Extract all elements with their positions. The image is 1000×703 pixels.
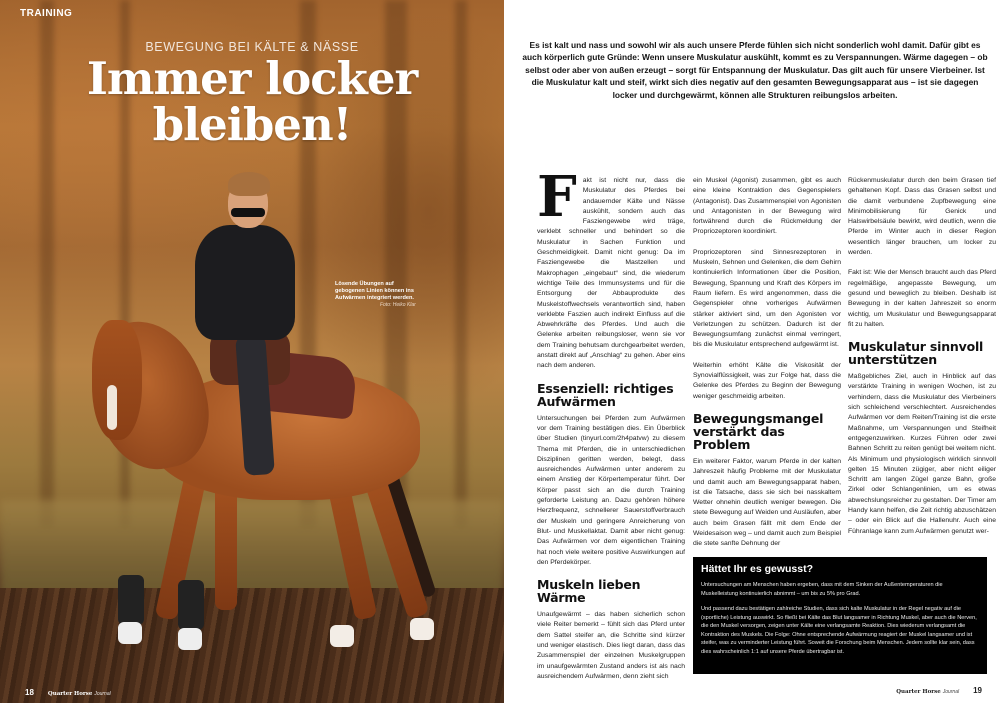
page-number: 18	[25, 688, 34, 697]
text-column-3	[848, 176, 996, 547]
article-intro: Es ist kalt und nass und sowohl wir als auch unsere Pferde fühlen sich nicht sonderlich wohl damit. Dafür gibt es auch körperlich gute Gründe: Wenn unsere Muskulatur auskühlt, kommt es zu Verspannungen. Wärme dagegen – ob selbst oder aber von außen erzeugt – sorgt für Entspannung der Muskulatur. Das gilt auch für unsere Vierbeiner. Ist die Muskulatur kalt und steif, wirkt sich dies negativ auf den gesamten Bewegungsapparat aus – ist sie dagegen locker und durchgewärmt, können alle Strukturen reibungslos arbeiten.	[522, 40, 988, 100]
subheading-aufwaermen: Essenziell: richtiges Aufwärmen	[537, 380, 674, 409]
info-box-title: Hättet Ihr es gewusst?	[701, 563, 814, 575]
body-paragraph: Fakt ist: Wie der Mensch braucht auch das Pferd regelmäßige, angepasste Bewegung, um gesund und beweglich zu bleiben. Deshalb ist Bewegung in der kalten Jahreszeit so enorm wichtig, um Muskulatur und Bewegungsapparat fit zu halten.	[848, 269, 996, 328]
body-paragraph: Maßgebliches Ziel, auch in Hinblick auf das verstärkte Training in wenigen Wochen, ist zu verhindern, dass die Muskulatur des Vierbeiners sich schleichend verschlechtert. Ausreichendes Aufwärmen vor dem Reiten/Training ist die erste Maßnahme, um Verspannungen und Steifheit entgegenzuwirken. Kurzes Führen oder zwei Bahnen Schritt zu reiten genügt bei weitem nicht. Als Minimum und physiologisch wirklich sinnvoll gelten 15 Minuten zügiger, aber nicht eiliger Schritt am langen Zügel ganze Bahn, große Zirkel oder Schlangenlinien, um es etwas abwechslungsreicher zu gestalten. Der Timer am Handy kann helfen, die Zeit richtig abzuschätzen – oder ein Blick auf die Hallenuhr. Auch eine Führanlage kann zum Aufwärmen genutzt wer-	[848, 373, 996, 535]
info-box-paragraph: Und passend dazu bestätigen zahlreiche Studien, dass sich kalte Muskulatur in der Regel negativ auf die (sportliche) Leistung auswirkt. So fließt bei Kälte das Blut langsamer in Richtung Muskel, aber auch die Nerven, die den Muskel versorgen, zeigen unter Kälte eine verlangsamte Reaktion. Dies wiederum verlangsamt die Kontraktion des Muskels. Die Folge: Ohne entsprechende Aufwärmung reagiert der Muskel langsamer und ist steifer, was zu verminderter Leistung führt. Soweit die Forschung beim Menschen. Jedem sollte klar sein, dass dies wahrscheinlich 1:1 auf unsere Pferde übertragbar ist.	[701, 606, 977, 655]
magazine-subtitle: Journal	[94, 691, 111, 697]
article-headline	[0, 52, 504, 151]
sunglasses	[231, 208, 265, 217]
body-paragraph: Rückenmuskulatur durch den beim Grasen tief gehaltenen Kopf. Dass das Grasen selbst und die damit verbundene Zupfbewegung eine Minimobilisierung für Genick und Halswirbelsäule bewirkt, wird deutlich, wenn die Pferde im Winter auch in dieser Region wesentlich länger brauchen, um locker zu werden.	[848, 177, 996, 257]
subheading-muskulatur-unterstuetzen: Muskulatur sinnvoll unterstützen	[848, 339, 984, 368]
body-paragraph: Propriozeptoren sind Sinnesrezeptoren in Muskeln, Sehnen und Gelenken, die dem Gehirn kontinuierlich Informationen über die Position, Bewegung, Spannung und Kraft des Körpers im Raum liefern. Es wird angenommen, dass die Gegenspieler ohne vorheriges Aufwärmen stärker aktiviert sind, um den Agonisten vor Verletzungen zu schützen. Dadurch ist der Bewegungsumfang zunächst einmal verringert, bis die Muskulatur entsprechend aufgewärmt ist.	[693, 248, 841, 349]
text-column-1	[537, 164, 685, 692]
body-paragraph: Ein weiterer Faktor, warum Pferde in der kalten Jahreszeit häufig Probleme mit der Muskulatur und damit auch am Bewegungsapparat haben, ist die Tatsache, dass sie sich bei nasskaltem Wetter ohnehin deutlich weniger bewegen. Die stete Bewegung auf Weiden und Ausläufen, aber auch beim Grasen fällt mit dem Ende der Weidesaison weg – und damit auch zum Beispiel die stete sanfte Dehnung der	[693, 457, 841, 548]
right-page-article	[504, 0, 1000, 703]
body-paragraph: Weiterhin erhöht Kälte die Viskosität der Synovialflüssigkeit, was zur Folge hat, dass die Gelenke des Pferdes zu Beginn der Bewegung weniger geschmeidig arbeiten.	[693, 361, 841, 400]
info-box-paragraph: Untersuchungen am Menschen haben ergeben, dass mit dem Sinken der Außentemperaturen die Muskelleistung kontinuierlich abnimmt – um bis zu 5% pro Grad.	[701, 582, 943, 597]
magazine-name: Quarter Horse	[896, 689, 941, 695]
body-paragraph: F akt ist nicht nur, dass die Muskulatur des Pferdes bei andauernder Kälte und Nässe auskühlt, sondern auch das Fasziengewebe wird träge, verklebt schneller und behindert so die Muskulatur in Sachen Funktion und Geschmeidigkeit. Damit nicht genug: Da im Fasziengewebe die Mastzellen und Makrophagen „eingebaut“ sind, die wiederum wichtige Teile des Immunsystems und für die Entsorgung der Abbauprodukte des Muskelstoffwechsels verantwortlich sind, haben verklebte Faszien auch indirekt Einfluss auf die Abwehrkräfte des Pferdes. Und auch die Gelenke arbeiten reibungsloser, wenn sie vor dem Training behutsam durchgearbeitet werden, anstatt direkt auf „Anschlag“ zu gehen. Aber eins nach dem anderen.	[537, 164, 685, 370]
magazine-name: Quarter Horse	[47, 691, 93, 697]
text-column-2	[693, 176, 841, 560]
drop-cap: F	[537, 164, 577, 230]
subheading-muskeln-waerme: Muskeln lieben Wärme	[537, 577, 641, 606]
section-label: TRAINING	[20, 8, 73, 19]
article-kicker: BEWEGUNG BEI KÄLTE & NÄSSE	[145, 40, 359, 54]
page-footer-left	[25, 688, 111, 697]
photo-caption: Lösende Übungen auf gebogenen Linien können ins Aufwärmen integriert werden.	[335, 281, 414, 301]
subheading-bewegungsmangel: Bewegungsmangel verstärkt das Problem	[693, 410, 824, 452]
info-box	[693, 557, 987, 674]
body-paragraph: Unaufgewärmt – das haben sicherlich schon viele Reiter bemerkt – fühlt sich das Pferd unter dem Sattel steifer an, die Schritte sind kürzer und weniger elastisch. Dies liegt daran, dass das Zusammenspiel der einzelnen Muskelgruppen im unaufgewärmten Zustand anders ist als nach ausreichendem Aufwärmen, denn zieht sich	[537, 611, 685, 680]
magazine-subtitle: Journal	[942, 689, 960, 695]
page-number: 19	[973, 686, 982, 695]
body-paragraph: Untersuchungen bei Pferden zum Aufwärmen vor dem Training bestätigen dies. Ein Überblick über Studien (tinyurl.com/2h4patvw) zu diesem Thema mit Pferden, die in unterschiedlichen Disziplinen geritten werden, belegt, dass ausreichendes Aufwärmen unter anderem zu einem Anstieg der Körpertemperatur führt. Der Körper passt sich an die durch Training geforderte Leistung an. Dazu gehören höhere Herzfrequenz, schnellerer Sauerstoffverbrauch der Muskeln und geringere Anreicherung von Blut- und Muskellaktat. Damit aber nicht genug: Das Aufwärmen vor dem eigentlichen Training hat noch viele weitere positive Auswirkungen auf den Pferdekörper.	[537, 414, 685, 566]
arena-ground	[0, 588, 504, 703]
headline-line-2: bleiben!	[152, 98, 352, 151]
photo-credit: Foto: Heiko Klar	[380, 302, 416, 308]
body-paragraph: ein Muskel (Agonist) zusammen, gibt es auch eine kleine Kontraktion des Gegenspielers (Antagonist). Das Zusammenspiel von Agonisten und Antagonisten in der Bewegung wird fortwährend durch die Rückmeldung der Propriozeptoren koordiniert.	[693, 177, 841, 236]
headline-line-1: Immer locker	[86, 52, 418, 105]
page-footer-right	[896, 686, 982, 695]
